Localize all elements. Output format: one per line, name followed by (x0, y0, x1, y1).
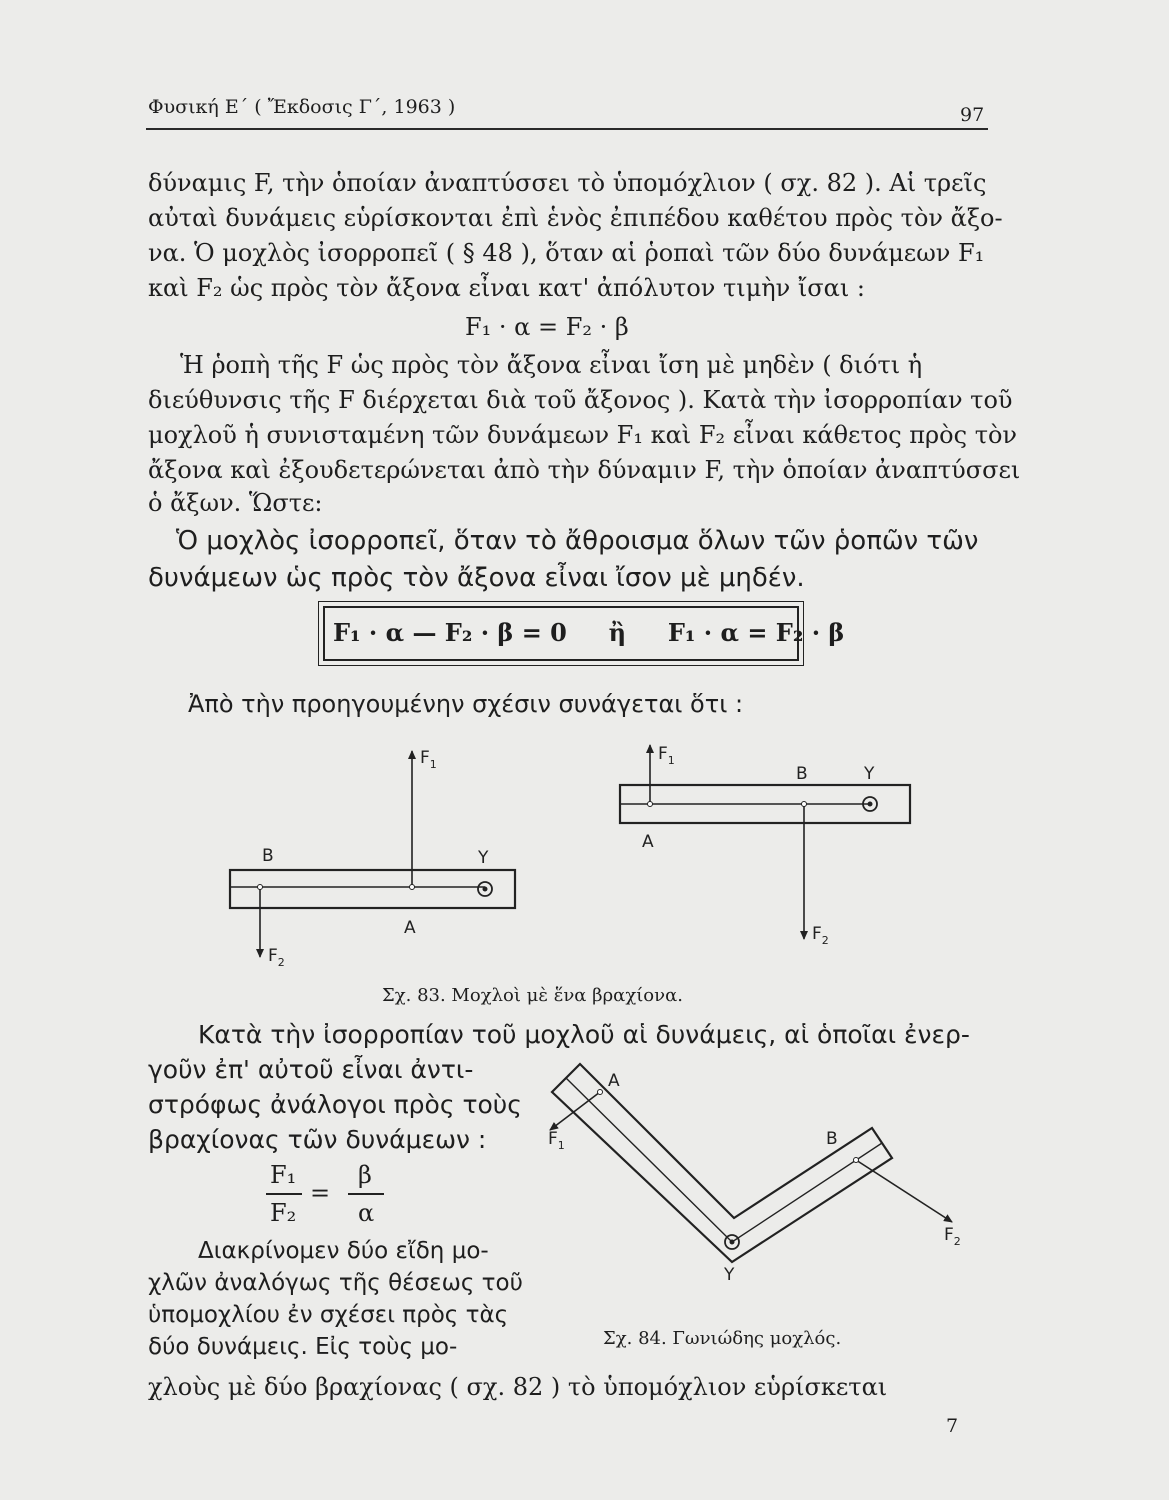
paragraph-line: γοῦν ἐπ' αὐτοῦ εἶναι ἀντι- (148, 1055, 474, 1084)
label-y: Y (864, 764, 875, 784)
boxed-equation-frame (318, 601, 845, 666)
paragraph-line: Διακρίνομεν δύο εἴδη μο- (198, 1238, 489, 1264)
figure-83 (200, 735, 940, 975)
pivot-center-dot (868, 802, 873, 807)
paragraph-line: διεύθυνσις τῆς F διέρχεται διὰ τοῦ ἄξονος ). Κατὰ τὴν ἰσορροπίαν τοῦ (148, 386, 1013, 414)
paragraph-line: Ἀπὸ τὴν προηγουμένην σχέσιν συνάγεται ὅτι : (188, 690, 744, 718)
paragraph-line: Ἡ ῥοπὴ τῆς F ὡς πρὸς τὸν ἄξονα εἶναι ἴση μὲ μηδὲν ( διότι ἡ (180, 351, 923, 379)
label-b: B (796, 764, 808, 784)
header-rule (146, 128, 988, 130)
figure-83-caption: Σχ. 83. Μοχλοὶ μὲ ἕνα βραχίονα. (382, 985, 683, 1006)
point-b-dot (258, 885, 263, 890)
paragraph-line: δύο δυνάμεις. Εἰς τοὺς μο- (148, 1334, 458, 1360)
force-arrow-f2 (856, 1160, 952, 1222)
lever-bar-left (230, 870, 515, 908)
point-a-dot (410, 885, 415, 890)
label-b: B (262, 846, 274, 866)
label-f1: $F_1$ (420, 748, 437, 771)
fraction-bar (348, 1193, 384, 1195)
rule-statement-line: δυνάμεων ὡς πρὸς τὸν ἄξονα εἶναι ἴσον μὲ μηδέν. (148, 563, 805, 593)
paragraph-line: Κατὰ τὴν ἰσορροπίαν τοῦ μοχλοῦ αἱ δυνάμεις, αἱ ὁποῖαι ἐνερ- (198, 1020, 970, 1049)
boxed-equation: F₁ · α — F₂ · β = 0 ἢ F₁ · α = F₂ · β (333, 618, 845, 647)
lever-axis-line (566, 1078, 882, 1242)
point-a-dot (598, 1090, 603, 1095)
paragraph-line: δύναμις F, τὴν ὁποίαν ἀναπτύσσει τὸ ὑπομόχλιον ( σχ. 82 ). Αἱ τρεῖς (148, 169, 987, 197)
paragraph-line: να. Ὁ μοχλὸς ἰσορροπεῖ ( § 48 ), ὅταν αἱ ῥοπαὶ τῶν δύο δυνάμεων F₁ (148, 239, 985, 267)
pivot-center-dot (483, 887, 488, 892)
point-a-dot (648, 802, 653, 807)
figure-84 (520, 1050, 980, 1310)
paragraph-line: αὐταὶ δυνάμεις εὑρίσκονται ἐπὶ ἑνὸς ἐπιπέδου καθέτου πρὸς τὸν ἄξο- (148, 204, 1003, 232)
label-a: A (642, 832, 654, 852)
point-b-dot (854, 1158, 859, 1163)
paragraph-line: ὁ ἄξων. Ὥστε: (148, 489, 323, 517)
rule-statement-line: Ὁ μοχλὸς ἰσορροπεῖ, ὅταν τὸ ἄθροισμα ὅλων τῶν ῥοπῶν τῶν (176, 526, 979, 556)
paragraph-line: χλῶν ἀναλόγως τῆς θέσεως τοῦ (148, 1270, 523, 1296)
paragraph-line: στρόφως ἀνάλογοι πρὸς τοὺς (148, 1090, 522, 1119)
label-y: Y (478, 848, 489, 868)
label-a: A (608, 1071, 620, 1091)
label-f1: $F_1$ (548, 1129, 565, 1152)
signature-mark: 7 (946, 1415, 959, 1437)
ratio-beta: β (358, 1161, 372, 1189)
label-y: Y (724, 1265, 735, 1285)
label-f2: $F_2$ (812, 924, 829, 947)
ratio-f2: F₂ (270, 1199, 297, 1227)
ratio-f1: F₁ (270, 1161, 297, 1189)
ratio-alpha: α (358, 1199, 375, 1227)
paragraph-line: ὑπομοχλίου ἐν σχέσει πρὸς τὰς (148, 1302, 509, 1328)
paragraph-line: βραχίονας τῶν δυνάμεων : (148, 1125, 487, 1154)
figure-84-caption: Σχ. 84. Γωνιώδης μοχλός. (603, 1328, 842, 1349)
page-number: 97 (960, 104, 985, 126)
paragraph-line: χλοὺς μὲ δύο βραχίονας ( σχ. 82 ) τὸ ὑπομόχλιον εὑρίσκεται (148, 1373, 888, 1401)
label-f2: $F_2$ (268, 946, 285, 969)
pivot-center-dot (730, 1240, 735, 1245)
label-a: A (404, 918, 416, 938)
label-b: B (826, 1129, 838, 1149)
equation-moments: F₁ · α = F₂ · β (465, 313, 629, 341)
ratio-equals: = (310, 1179, 331, 1207)
paragraph-line: καὶ F₂ ὡς πρὸς τὸν ἄξονα εἶναι κατ' ἀπόλυτον τιμὴν ἴσαι : (148, 274, 866, 302)
fraction-bar (266, 1193, 302, 1195)
paragraph-line: ἄξονα καὶ ἐξουδετερώνεται ἀπὸ τὴν δύναμιν F, τὴν ὁποίαν ἀναπτύσσει (148, 456, 1021, 484)
point-b-dot (802, 802, 807, 807)
label-f1: $F_1$ (658, 744, 675, 767)
paragraph-line: μοχλοῦ ἡ συνισταμένη τῶν δυνάμεων F₁ καὶ F₂ εἶναι κάθετος πρὸς τὸν (148, 421, 1018, 449)
label-f2: $F_2$ (944, 1225, 961, 1248)
running-title: Φυσική Ε΄ ( Ἔκδοσις Γ΄, 1963 ) (148, 96, 456, 118)
